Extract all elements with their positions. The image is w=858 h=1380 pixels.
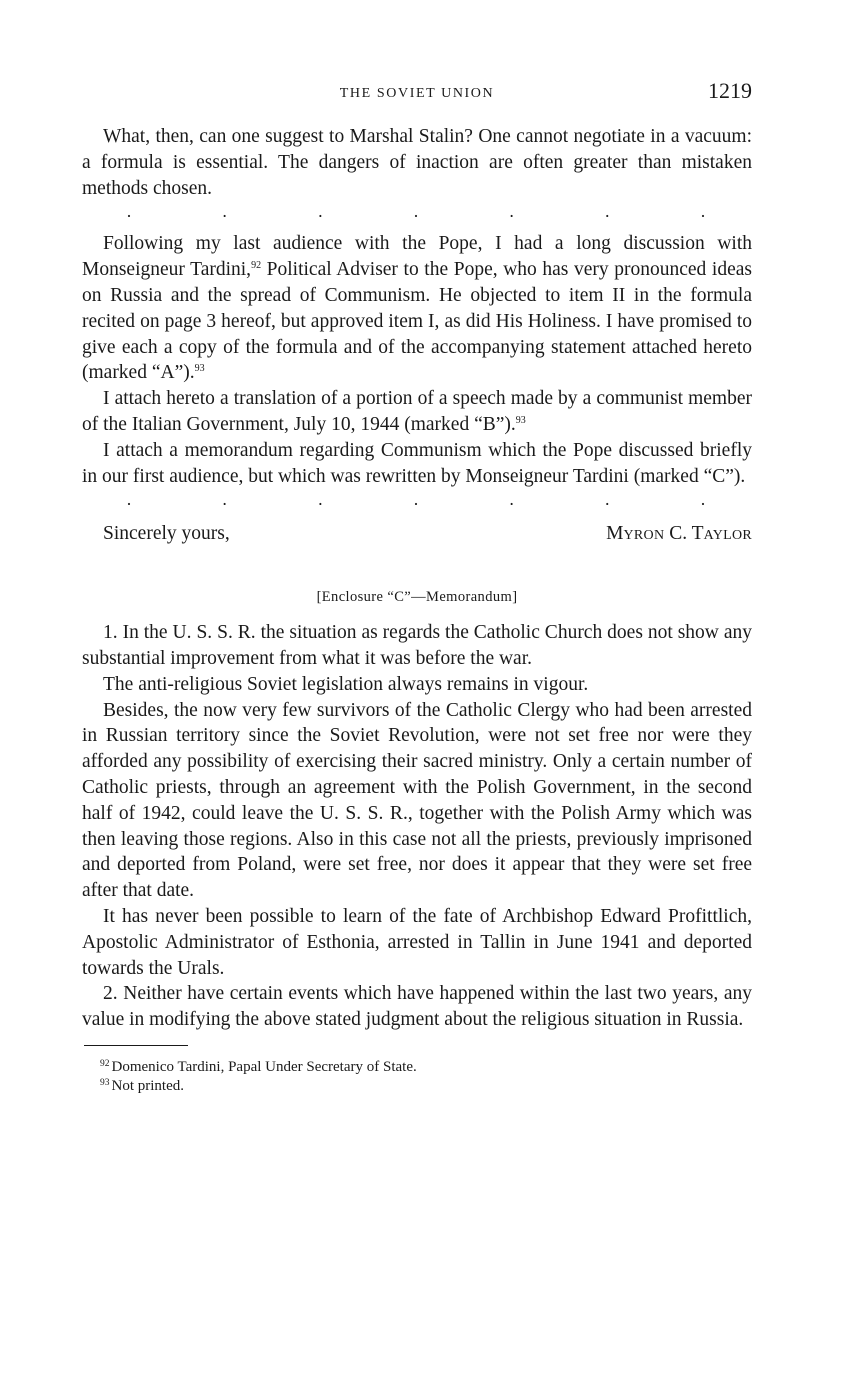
ellipsis-dot: ·: [508, 206, 515, 227]
footnote-ref: 92: [251, 260, 262, 272]
footnote-text: Not printed.: [111, 1077, 184, 1094]
memo-paragraph: It has never been possible to learn of the fate of Archbishop Edward Profittlich, Apostolic Administrator of Esthonia, arrested in Tallin in June 1941 and deported towards the Urals.: [82, 905, 752, 979]
paragraph-marshal-stalin: What, then, can one suggest to Marshal Stalin? One cannot negotiate in a vacuum: a formula is essential. The dangers of inaction are often greater than mistaken methods chosen.: [82, 126, 752, 199]
footnotes: [82, 1058, 752, 1096]
ellipsis-dot: ·: [126, 494, 132, 515]
ellipsis-dot: ·: [221, 494, 228, 515]
footnote-mark: 93: [100, 1077, 110, 1088]
footnote: [100, 1077, 752, 1096]
signature-smallcaps: AYLOR: [703, 528, 752, 544]
ellipsis-dot: ·: [126, 206, 132, 227]
closing: Sincerely yours,: [103, 523, 230, 545]
ellipsis-dot: ·: [221, 206, 228, 227]
ellipsis-dot: ·: [317, 206, 324, 227]
enclosure-heading: [Enclosure “C”—Memorandum]: [316, 589, 518, 606]
footnote-ref: 93: [194, 363, 205, 375]
paragraph-text: Political Adviser to the Pope, who has very pronounced ideas on Russia and the spread of Communism. He objected to item II in the formula recited on page 3 hereof, but approved item I, as did His Holiness. I have promised to give each a copy of the formula and of the accompanying statement attached hereto (marked “A”).: [82, 259, 752, 384]
ellipsis-dot: ·: [699, 206, 706, 227]
page-header: [82, 78, 752, 110]
footnote-mark: 92: [100, 1058, 110, 1069]
page-number: 1219: [708, 78, 752, 103]
ellipsis-dot: ·: [604, 494, 611, 515]
body-text: [82, 124, 752, 1096]
paragraph-speech-translation: [82, 386, 752, 438]
memo-paragraph: 2. Neither have certain events which have happened within the last two years, any value in modifying the above stated judgment about the religious situation in Russia.: [82, 983, 752, 1031]
footnote-text: Domenico Tardini, Papal Under Secretary of State.: [111, 1058, 417, 1075]
ellipsis-dot: ·: [412, 494, 419, 515]
footnote-divider: [84, 1045, 188, 1046]
memo-paragraph: 1. In the U. S. S. R. the situation as regards the Catholic Church does not show any substantial improvement from what it was before the war.: [82, 622, 752, 669]
ellipsis-row: [82, 489, 752, 519]
paragraph-communism-memorandum: I attach a memorandum regarding Communism which the Pope discussed briefly in our first audience, but which was rewritten by Monseigneur Tardini (marked “C”).: [82, 439, 752, 487]
paragraph-text: I attach hereto a translation of a portion of a speech made by a communist member of the Italian Government, July 10, 1944 (marked “B”).: [82, 388, 752, 435]
paragraph-text: Following my last audience with the Pope, I had a long discussion with Monseigneur Tardini,: [82, 233, 752, 281]
ellipsis-dot: ·: [699, 494, 706, 515]
signature-smallcaps: YRON: [623, 528, 665, 544]
ellipsis-dot: ·: [604, 206, 611, 227]
ellipsis-dot: ·: [412, 206, 419, 227]
ellipsis-row: [82, 201, 752, 231]
signoff: [82, 521, 752, 549]
signature-middle: C.: [664, 523, 692, 545]
paragraph-tardini-discussion: [82, 231, 752, 386]
running-head: THE SOVIET UNION: [339, 86, 495, 101]
ellipsis-dot: ·: [508, 494, 515, 515]
footnote-ref: 93: [515, 414, 526, 426]
signature: [606, 521, 752, 549]
memo-paragraph: Besides, the now very few survivors of the Catholic Clergy who had been arrested in Russian territory since the Soviet Revolution, were not set free nor were they afforded any possibility of exercising their sacred ministry. Only a certain number of Catholic priests, through an agreement with the Polish Government, in the second half of 1942, could leave the U. S. S. R., together with the Polish Army which was then leaving those regions. Also in this case not all the priests, previously imprisoned and deported from Poland, were set free, nor does it appear that they were set free after that date.: [82, 699, 752, 902]
memo-paragraph: The anti-religious Soviet legislation always remains in vigour.: [103, 673, 589, 695]
signature-initial: T: [691, 523, 704, 545]
signature-initial: M: [606, 523, 624, 545]
footnote: [100, 1058, 752, 1077]
ellipsis-dot: ·: [317, 494, 324, 515]
